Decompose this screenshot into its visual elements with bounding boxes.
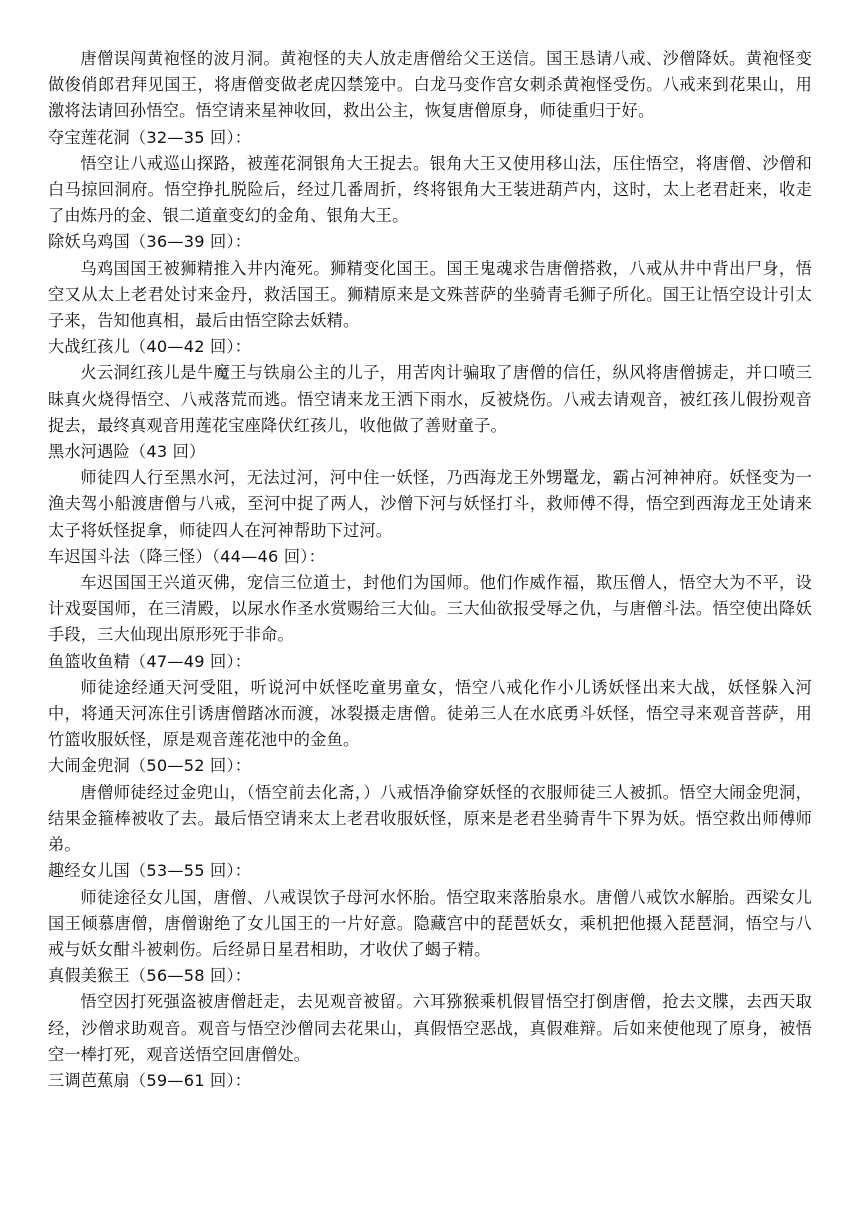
section-heading: 夺宝莲花洞（32—35 回）： — [48, 127, 252, 147]
paragraph: 悟空让八戒巡山探路，被莲花洞银角大王捉去。银角大王又使用移山法，压住悟空，将唐僧、沙僧和白马掠回洞府。悟空挣扎脱险后，经过几番周折，终将银角大王装进葫芦内，这时，太上老君赶来，收走了由炼丹的金、银二道童变幻的金角、银角大王。 — [48, 153, 812, 226]
section-heading: 大战红孩儿（40—42 回）： — [48, 337, 252, 357]
section-heading: 大闹金兜洞（50—52 回）： — [48, 756, 252, 776]
paragraph: 唐僧误闯黄袍怪的波月洞。黄袍怪的夫人放走唐僧给父王送信。国王恳请八戒、沙僧降妖。黄袍怪变做俊俏郎君拜见国王，将唐僧变做老虎囚禁笼中。白龙马变作宫女刺杀黄袍怪受伤。八戒来到花果山，用激将法请回孙悟空。悟空请来星神收回，救出公主，恢复唐僧原身，师徒重归于好。 — [48, 49, 812, 121]
paragraph: 乌鸡国国王被狮精推入井内淹死。狮精变化国王。国王鬼魂求告唐僧搭救，八戒从井中背出尸身，悟空又从太上老君处讨来金丹，救活国王。狮精原来是文殊菩萨的坐骑青毛狮子所化。国王让悟空设计引太子来，告知他真相，最后由悟空除去妖精。 — [48, 258, 812, 331]
paragraph: 师徒途径女儿国，唐僧、八戒误饮子母河水怀胎。悟空取来落胎泉水。唐僧八戒饮水解胎。西梁女儿国王倾慕唐僧，唐僧谢绝了女儿国王的一片好意。隐藏宫中的琵琶妖女，乘机把他摄入琵琶洞，悟空与八戒与妖女酣斗被刺伤。后经昴日星君相助，才收伏了蝎子精。 — [48, 887, 812, 959]
section-heading: 三调芭蕉扇（59—61 回）： — [48, 1070, 252, 1090]
section-heading: 黑水河遇险（43 回） — [48, 442, 206, 462]
section-heading: 除妖乌鸡国（36—39 回）： — [48, 232, 252, 252]
section-heading: 真假美猴王（56—58 回）： — [48, 966, 252, 986]
section-heading: 车迟国斗法（降三怪）（44—46 回）： — [48, 546, 325, 566]
paragraph: 师徒四人行至黑水河，无法过河，河中住一妖怪，乃西海龙王外甥鼍龙，霸占河神神府。妖怪变为一渔夫驾小船渡唐僧与八戒，至河中捉了两人，沙僧下河与妖怪打斗，救师傅不得，悟空到西海龙王处请来太子将妖怪捉拿，师徒四人在河神帮助下过河。 — [48, 468, 812, 540]
section-heading: 鱼篮收鱼精（47—49 回）： — [48, 651, 252, 671]
paragraph: 悟空因打死强盗被唐僧赶走，去见观音被留。六耳猕猴乘机假冒悟空打倒唐僧，抢去文牒，去西天取经，沙僧求助观音。观音与悟空沙僧同去花果山，真假悟空恶战，真假难辩。后如来使他现了原身，被悟空一棒打死，观音送悟空回唐僧处。 — [48, 992, 812, 1064]
document-page — [48, 46, 812, 1094]
paragraph: 师徒途经通天河受阻，听说河中妖怪吃童男童女，悟空八戒化作小儿诱妖怪出来大战，妖怪躲入河中，将通天河冻住引诱唐僧踏冰而渡，冰裂摄走唐僧。徒弟三人在水底勇斗妖怪，悟空寻来观音菩萨，用竹篮收服妖怪，原是观音莲花池中的金鱼。 — [48, 677, 812, 750]
paragraph: 车迟国国王兴道灭佛，宠信三位道士，封他们为国师。他们作威作福，欺压僧人，悟空大为不平，设计戏耍国师，在三清殿，以尿水作圣水赏赐给三大仙。三大仙欲报受辱之仇，与唐僧斗法。悟空使出降妖手段，三大仙现出原形死于非命。 — [48, 573, 812, 645]
section-heading: 趣经女儿国（53—55 回）： — [48, 861, 252, 881]
paragraph: 火云洞红孩儿是牛魔王与铁扇公主的儿子，用苦肉计骗取了唐僧的信任，纵风将唐僧掳走，并口喷三昧真火烧得悟空、八戒落荒而逃。悟空请来龙王洒下雨水，反被烧伤。八戒去请观音，被红孩儿假扮观音捉去，最终真观音用莲花宝座降伏红孩儿，收他做了善财童子。 — [48, 363, 812, 435]
paragraph: 唐僧师徒经过金兜山，（悟空前去化斋，）八戒悟净偷穿妖怪的衣服师徒三人被抓。悟空大闹金兜洞，结果金箍棒被收了去。最后悟空请来太上老君收服妖怪，原来是老君坐骑青牛下界为妖。悟空救出师傅师弟。 — [48, 782, 812, 855]
